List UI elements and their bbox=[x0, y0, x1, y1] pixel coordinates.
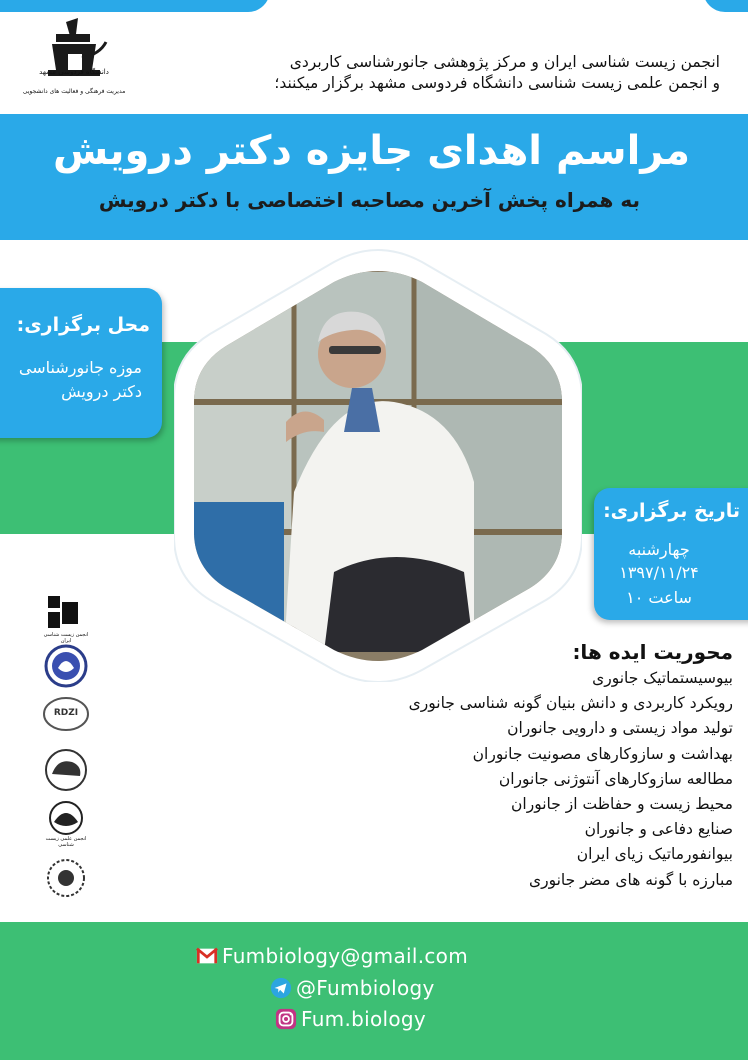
email-text[interactable]: Fumbiology@gmail.com bbox=[222, 944, 468, 968]
list-item: محیط زیست و حفاظت از جانوران bbox=[511, 795, 733, 814]
list-item: بیوانفورماتیک زیای ایران bbox=[576, 845, 733, 864]
university-seal-logo-icon bbox=[38, 748, 94, 800]
organizers bbox=[120, 52, 720, 94]
date-day: چهارشنبه bbox=[628, 540, 690, 559]
list-item: مطالعه سازوکارهای آنتوژنی جانوران bbox=[498, 769, 733, 788]
partner-caption: انجمن زیست شناسی ایران bbox=[43, 632, 89, 644]
rdzi-logo-icon bbox=[38, 696, 94, 748]
iran-biology-society-logo-icon bbox=[38, 594, 94, 646]
student-association-logo-icon bbox=[38, 852, 94, 904]
venue-value bbox=[0, 356, 142, 404]
topics-title: محوریت ایده ها: bbox=[572, 640, 733, 664]
portrait-photo bbox=[174, 242, 582, 682]
list-item: بیوسیستماتیک جانوری bbox=[592, 669, 733, 687]
telegram-icon bbox=[270, 977, 292, 999]
topics-list bbox=[200, 666, 733, 893]
email-contact[interactable] bbox=[196, 942, 468, 970]
telegram-text[interactable]: @Fumbiology bbox=[296, 976, 435, 1000]
circular-emblem-logo-icon bbox=[38, 644, 94, 696]
venue-line-1: موزه جانورشناسی bbox=[18, 358, 142, 377]
list-item: تولید مواد زیستی و دارویی جانوران bbox=[507, 719, 733, 738]
partner-caption: انجمن علمی زیست شناسی bbox=[45, 836, 87, 848]
biology-association-logo-icon bbox=[38, 800, 94, 852]
venue-line-2: دکتر درویش bbox=[61, 382, 142, 401]
instagram-icon bbox=[275, 1008, 297, 1030]
venue-label: محل برگزاری: bbox=[16, 314, 150, 336]
event-title: مراسم اهدای جایزه دکتر درویش bbox=[52, 128, 690, 174]
instagram-contact[interactable] bbox=[275, 1005, 426, 1033]
logo-caption: مدیریت فرهنگی و فعالیت های دانشجویی bbox=[22, 88, 126, 95]
partner-caption: RDZI bbox=[53, 708, 79, 718]
date-time: ساعت ۱۰ bbox=[626, 588, 692, 607]
list-item: مبارزه با گونه های مضر جانوری bbox=[528, 870, 733, 889]
organizers-line-1: انجمن زیست شناسی ایران و مرکز پژوهشی جانورشناسی کاربردی bbox=[289, 53, 720, 71]
telegram-contact[interactable] bbox=[270, 974, 435, 1002]
date-value: ۱۳۹۷/۱۱/۲۴ bbox=[619, 563, 699, 582]
organizers-line-2: و انجمن علمی زیست شناسی دانشگاه فردوسی مشهد برگزار میکنند؛ bbox=[274, 74, 720, 92]
university-logo bbox=[22, 14, 126, 104]
list-item: رویکرد کاربردی و دانش بنیان گونه شناسی جانوری bbox=[408, 694, 733, 713]
list-item: بهداشت و سازوکارهای مصونیت جانوران bbox=[472, 744, 733, 763]
corner-decoration-left bbox=[0, 0, 270, 12]
list-item: صنایع دفاعی و جانوران bbox=[584, 820, 733, 839]
instagram-text[interactable]: Fum.biology bbox=[301, 1007, 427, 1031]
gmail-icon bbox=[196, 945, 218, 967]
logo-name: دانشگاه فردوسی مشهد bbox=[39, 68, 109, 76]
date-label: تاریخ برگزاری: bbox=[603, 500, 740, 522]
corner-decoration-right bbox=[703, 0, 748, 12]
event-subtitle: به همراه پخش آخرین مصاحبه اختصاصی با دکتر درویش bbox=[98, 188, 640, 212]
